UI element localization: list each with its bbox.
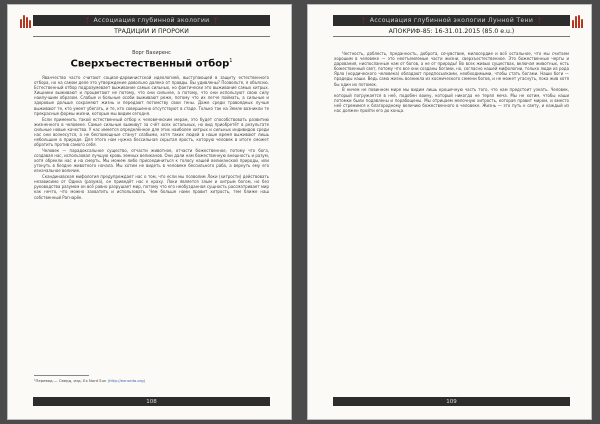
rune-icon: ᛉ xyxy=(361,16,366,25)
right-page xyxy=(307,4,592,420)
running-header xyxy=(33,15,270,26)
footnote xyxy=(34,378,269,383)
paragraph: Честность, доблесть, преданность, доброта, сочувствие, милосердие и всё остальное, что мы считаем хорошим в человеке — это неотъемлемые части жизни, сверхъестественное. Это божественные черты и дарования, ниспосланные нам от богов, а не от природы! Во всех живых существах, включая животных, есть божественный свет, потому что все они созданы богами, но, согласно нашей мифологии, только люди из рода Ярла (нордического человека) обладают предпосылками, необходимыми, чтобы стать богами. Наши боги — прадеды наши. Ведь сама жизнь возникла из космического семени богов, и не может угаснуть, пока жив хотя бы один их потомок. xyxy=(334,51,569,87)
article-body xyxy=(34,75,269,369)
rune-icon: ᛉ xyxy=(85,16,90,25)
article-author: Ворг Вахиренс xyxy=(132,50,171,56)
page-number: 109 xyxy=(333,397,570,406)
issue-info: АПОКРИФ-85: 16-31.01.2015 (85.0 e.u.) xyxy=(333,28,570,37)
paragraph: Человек — парадоксальное существо, отчасти животное, отчасти божественное, потому что бога, создавая нас, использовал лучшую кровь земных великанов. Они дали нам божественную внешность и разум, хотя обрекли нас и на смерть. Мы можем либо присоединиться к голосу нашей великанской природы, или утонуть в бездне животного начала. Мы хотим не видеть в человеке бессильного раба, а вернуть ему его изначальное величие. xyxy=(34,147,269,174)
footnote-link[interactable]: (http://exnorda.org) xyxy=(107,378,146,383)
candles-icon xyxy=(572,13,584,28)
candles-icon xyxy=(20,13,32,28)
paragraph: В ничем не повинном мире мы видим лишь крошечную часть того, что нам предстоит узнать. Человек, который погружается в неё, подобен воину, который никогда не терял меча. Мы не хотим, чтобы наши потомки были подавлены и порабощены. Мы отрицаем мелочную хитрость, которая правит миром, и вместо неё стремимся к благородному величию божественного в человеке. Жизнь — это путь к свету, и каждый из нас должен пройти его до конца. xyxy=(334,87,569,113)
paragraph: Яванчество часто считают социал-дарвинистской идеологией, выступающей в защиту естественного отбора, но на самом деле это утверждение довольно далеко от правды. Вы удивлены? Позвольте, я объясню. Естественный отбор подразумевает выживание самых сильных, но фактически это выживание самых хитрых. Хищники выживают и процветают не потому, что они сильнее, а потому, что они используют свою силу наилучшим образом. Слабые и больные особи выживают реже, потому что их легче поймать, а сильные и здоровые дольше сохраняют жизнь и передают потомству свои гены. Даже среди травоядных лучше выживают те, кто умеет убегать, и те, кто совершенно отсутствуют в стаде. Только так на Земле возникли те прекрасные формы жизни, которые мы видим сегодня. xyxy=(34,75,269,116)
article-body xyxy=(334,51,569,215)
running-header-text: Ассоциация глубинной экологии xyxy=(93,17,210,24)
page-number: 108 xyxy=(33,397,270,406)
title-footnote-marker: 1 xyxy=(229,58,233,64)
left-page xyxy=(7,4,292,420)
footnote-text: ¹Перевод — Сверд, изд. Ex Nord Sun xyxy=(34,378,107,383)
section-heading: ТРАДИЦИИ И ПРОРОКИ xyxy=(33,28,270,37)
running-header xyxy=(333,15,570,26)
running-header-text: Ассоциация глубинной экологии Лунной Тени xyxy=(369,17,534,24)
article-title xyxy=(33,58,270,69)
article-title-text: Сверхъестественный отбор xyxy=(70,58,230,70)
rune-icon: ᛉ xyxy=(537,16,542,25)
paragraph: Если применить такой естественный отбор к человеческим мерам, это будет способствовать развитию жизненного в человеке. Самые сильные выживут за счёт всех остальных, но вид приобретёт в результате сильные новые качества. У нас имеется определённое для этих наиболее хитрых и сильных индивидов среди нас они вознесутся, а не беспомощные станут слабыми, хотя таких людей в наше время выживают лишь небольшие в природе. Для этого нам нужна бессильная скрытая ярость, которую человек в итоге сможет обратить против самого себя. xyxy=(34,116,269,148)
paragraph: Скандинавская мифология предупреждает нас о том, что если мы позволим Локи (хитрости) действовать независимо от Одина (разума), он приведёт нас к краху. Локи является злым и хитрым богом, но без руководства разумом он всё равно разрушает мир, потому что его необузданная сущность рассматривает мир как нечто, что можно захватить и использовать. Чем больше нами правит хитрость, тем ближе наш собственный Рагнарёк. xyxy=(34,174,269,200)
rune-icon: ᛉ xyxy=(213,16,218,25)
footnote-divider xyxy=(34,375,89,376)
